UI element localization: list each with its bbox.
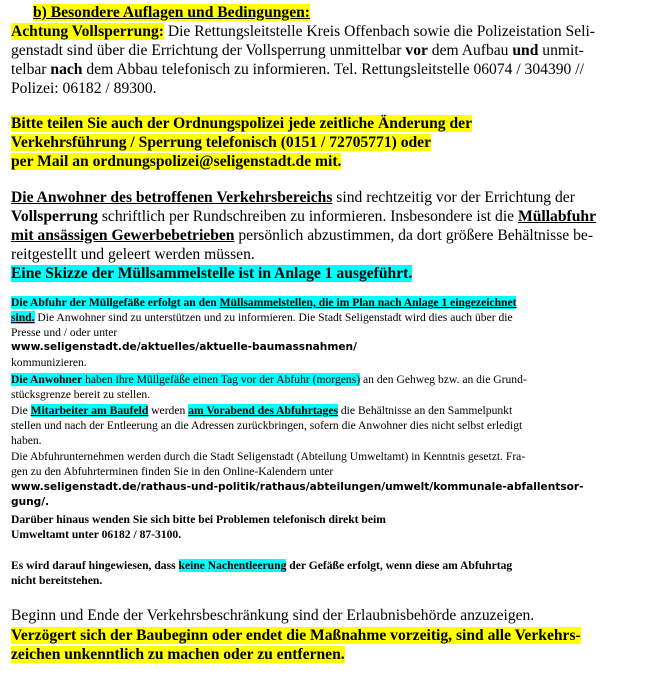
section-heading xyxy=(33,3,310,22)
abfuhr-p6-line-2: nicht bereitstehen. xyxy=(11,574,103,587)
anwohner-line-4: reitgestellt und geleert werden müssen. xyxy=(11,246,255,263)
vollsperrung-line-1: Achtung Vollsperrung: Die Rettungsleitstelle Kreis Offenbach sowie die Polizeistation Seli- xyxy=(11,23,595,40)
ordnungspolizei-line-3: per Mail an ordnungspolizei@seligenstadt.de mit. xyxy=(11,153,342,170)
abfuhr-p5-line-2: Umweltamt unter 06182 / 87-3100. xyxy=(11,528,182,541)
anwohner-skizze-line: Eine Skizze der Müllsammelstelle ist in Anlage 1 ausgeführt. xyxy=(11,265,413,282)
abfuhr-p2-line-1: Die Anwohner haben ihre Müllgefäße einen Tag vor der Abfuhr (morgens) an den Gehweg bzw. an die Grund- xyxy=(11,373,527,386)
vollsperrung-label: Achtung Vollsperrung: xyxy=(11,23,164,40)
abfuhr-p3-line-3: haben. xyxy=(11,434,42,447)
ordnungspolizei-line-2: Verkehrsführung / Sperrung telefonisch (0151 / 72705771) oder xyxy=(11,134,432,151)
abfuhr-p1-line-2: sind. Die Anwohner sind zu unterstützen und zu informieren. Die Stadt Seligenstadt wird dies auch über die xyxy=(11,311,513,324)
baumassnahmen-link[interactable]: www.seligenstadt.de/aktuelles/aktuelle-baumassnahmen/ xyxy=(11,341,357,353)
vollsperrung-line-3: telbar nach dem Abbau telefonisch zu informieren. Tel. Rettungsleitstelle 06074 / 304390 // xyxy=(11,61,584,78)
vollsperrung-line-2: genstadt sind über die Errichtung der Vollsperrung unmittelbar vor dem Aufbau und unmit- xyxy=(11,42,584,59)
ende-line-2: Verzögert sich der Baubeginn oder endet die Maßnahme vorzeitig, sind alle Verkehrs- xyxy=(11,627,581,644)
ende-line-1: Beginn und Ende der Verkehrsbeschränkung sind der Erlaubnisbehörde anzuzeigen. xyxy=(11,607,535,624)
anwohner-line-1: Die Anwohner des betroffenen Verkehrsbereichs sind rechtzeitig vor der Errichtung der xyxy=(11,189,575,206)
abfallentsorgung-link-cont[interactable]: gung/. xyxy=(11,496,50,508)
abfuhr-p6-line-1: Es wird darauf hingewiesen, dass keine Nachentleerung der Gefäße erfolgt, wenn diese am Abfuhrtag xyxy=(11,559,513,572)
abfuhr-p4-line-1: Die Abfuhrunternehmen werden durch die Stadt Seligenstadt (Abteilung Umweltamt) in Kenntnis gesetzt. Fra- xyxy=(11,450,526,463)
abfallentsorgung-link[interactable]: www.seligenstadt.de/rathaus-und-politik/rathaus/abteilungen/umwelt/kommunale-abfallentsor- xyxy=(11,481,584,493)
abfuhr-p1-line-3: Presse und / oder unter xyxy=(11,326,118,339)
abfuhr-p5-line-1: Darüber hinaus wenden Sie sich bitte bei Problemen telefonisch direkt beim xyxy=(11,513,386,526)
abfuhr-p2-line-2: stücksgrenze bereit zu stellen. xyxy=(11,388,151,401)
abfuhr-p1-line-5: kommunizieren. xyxy=(11,356,87,369)
abfuhr-p1-line-1: Die Abfuhr der Müllgefäße erfolgt an den Müllsammelstellen, die im Plan nach Anlage 1 eingezeichnet xyxy=(11,296,517,309)
vollsperrung-line-4: Polizei: 06182 / 89300. xyxy=(11,80,157,97)
anwohner-line-2: Vollsperrung schriftlich per Rundschreiben zu informieren. Insbesondere ist die Müllabfuhr xyxy=(11,208,596,225)
ende-line-3: zeichen unkenntlich zu machen oder zu entfernen. xyxy=(11,646,345,663)
ordnungspolizei-line-1: Bitte teilen Sie auch der Ordnungspolizei jede zeitliche Änderung der xyxy=(11,115,472,132)
abfuhr-p4-line-2: gen zu den Abfuhrterminen finden Sie in den Online-Kalendern unter xyxy=(11,465,334,478)
abfuhr-p3-line-1: Die Mitarbeiter am Baufeld werden am Vorabend des Abfuhrtages die Behältnisse an den Sammelpunkt xyxy=(11,404,513,417)
section-heading-text: b) Besondere Auflagen und Bedingungen: xyxy=(33,4,311,21)
anwohner-line-3: mit ansässigen Gewerbebetrieben persönlich abzustimmen, da dort größere Behältnisse be- xyxy=(11,227,594,244)
abfuhr-p3-line-2: stellen und nach der Entleerung an die Adressen zurückbringen, sofern die Anwohner dies nicht selbst erledigt xyxy=(11,419,523,432)
